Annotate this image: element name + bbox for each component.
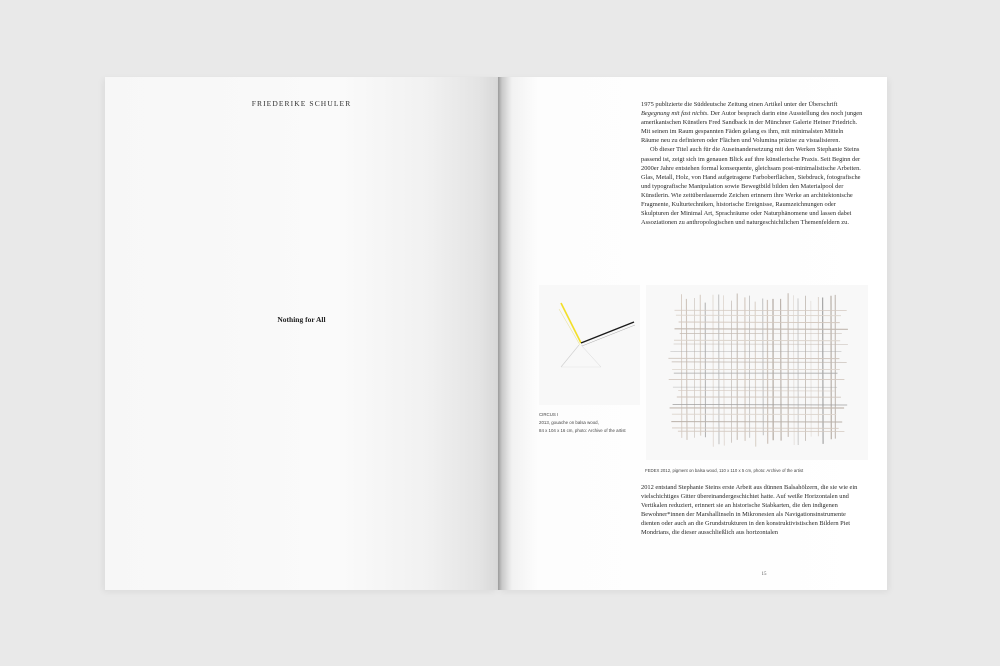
grid-vertical-stick — [755, 302, 756, 447]
figure-circus-image — [539, 285, 640, 405]
yellow-stick — [561, 303, 581, 343]
emphasized-title: Begegnung mit fast nichts. — [641, 110, 709, 118]
grid-horizontal-stick — [673, 405, 848, 406]
caption-line: 84 x 104 x 16 cm, photo: Archive of the artist — [539, 427, 626, 433]
grid-vertical-stick — [724, 295, 725, 445]
fedex-grid-artwork — [646, 285, 868, 460]
black-stick — [581, 322, 634, 343]
faint-stick-1 — [561, 345, 579, 367]
grid-vertical-stick — [794, 295, 795, 445]
figure-caption-circus — [539, 411, 649, 434]
chapter-title: Nothing for All — [277, 315, 326, 324]
circus-artwork — [539, 285, 640, 405]
body-text-top — [641, 100, 863, 227]
paragraph-1: 1975 publizierte die Süddeutsche Zeitung einen Artikel unter der Überschrift Begegnung mit fast nichts. Der Autor besprach darin eine Ausstellung des noch jungen amerikanischen Künstlers Fred Sandback in der Münchner Galerie Heiner Friedrich. Mit seinen im Raum gespannten Fäden gelang es ihm, mit minimalsten Mitteln Räume neu zu definieren oder Flächen und Volumina präzise zu visualisieren. — [641, 101, 863, 145]
paragraph-2: Ob dieser Titel auch für die Auseinandersetzung mit den Werken Stephanie Steins passend ist, zeigt sich im genauen Blick auf ihre künstlerische Praxis. Seit Beginn der 2000er Jahre entstehen formal konsequente, gleichsam post-minimalistische Arbeiten. Glas, Metall, Holz, von Hand aufgetragene Farboberflächen, Siebdruck, fotografische und typografische Manipulation sowie Bewegtbild bilden den Materialpool der Künstlerin. Wie zeitüberdauernde Zeichen erinnern ihre Werke an architektonische Fragmente, Kulturtechniken, historische Ereignisse, Raumzeichnungen oder Skulpturen der Minimal Art, Sprachräume oder Naturphänomene und lassen dabei Assoziationen zu anthropologischen und naturgeschichtlichen Themenfeldern zu. — [641, 146, 861, 227]
grid-horizontal-stick — [679, 322, 840, 323]
figure-fedex-image — [646, 285, 868, 460]
page-number: 15 — [761, 572, 767, 577]
left-page — [105, 77, 498, 590]
faint-stick-2 — [581, 345, 601, 367]
figure-caption-fedex: FEDEX 2012, pigment on balsa wood, 110 x 110 x 5 cm, photo: Archive of the artist — [645, 468, 804, 473]
grid-horizontal-stick — [676, 315, 841, 316]
caption-line: 2013, gouache on balsa wood, — [539, 419, 599, 425]
paragraph-3: 2012 entstand Stephanie Steins erste Arbeit aus dünnen Balsahölzern, die sie wie ein vielschichtiges Gitter übereinandergeschichtet hatte. Auf weiße Horizontalen und Vertikalen reduziert, erinnert sie an historische Stabkarten, die den indigenen Bewohner*innen der Marshallinseln in Mikronesien als Navigationsinstrumente dienten oder auch an die Grundstrukturen in den konstruktivistischen Bildern Piet Mondrians, die dieser ausschließlich aus horizontalen — [641, 484, 858, 537]
author-name: FRIEDERIKE SCHULER — [251, 99, 352, 108]
grid-horizontal-stick — [675, 329, 848, 330]
yellow-stick-shadow — [559, 309, 580, 345]
caption-title: CIRCUS I — [539, 412, 559, 417]
black-stick-shadow — [582, 325, 635, 346]
right-page — [498, 77, 887, 590]
body-text-bottom — [641, 483, 863, 538]
book-spread — [105, 77, 887, 590]
